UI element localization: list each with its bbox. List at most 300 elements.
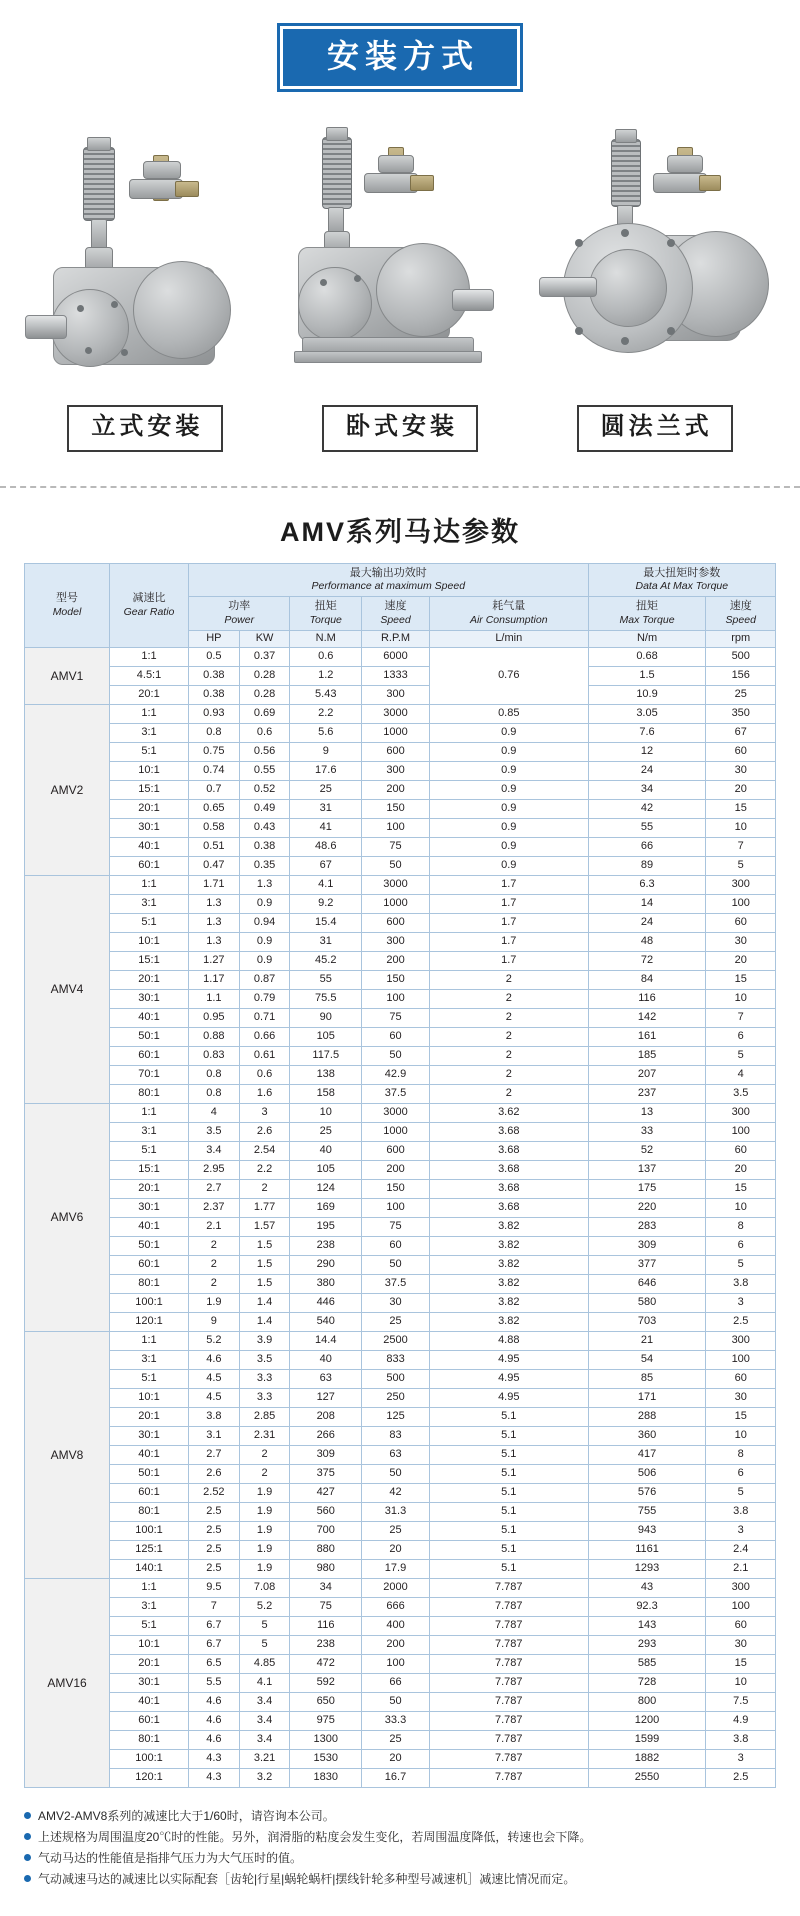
cell-air-consumption: 5.1 — [429, 1465, 588, 1484]
cell-hp: 3.5 — [189, 1123, 240, 1142]
cell-max-torque: 1200 — [588, 1712, 706, 1731]
cell-air-consumption: 0.9 — [429, 724, 588, 743]
cell-speed: 66 — [362, 1674, 430, 1693]
cell-hp: 0.8 — [189, 1066, 240, 1085]
cell-speed: 2500 — [362, 1332, 430, 1351]
cell-air-consumption: 7.787 — [429, 1598, 588, 1617]
cell-torque: 980 — [290, 1560, 362, 1579]
cell-gear-ratio: 50:1 — [110, 1028, 189, 1047]
cell-speed: 500 — [362, 1370, 430, 1389]
cell-max-torque: 14 — [588, 895, 706, 914]
cell-torque: 560 — [290, 1503, 362, 1522]
cell-speed: 1000 — [362, 1123, 430, 1142]
cell-max-torque-speed: 100 — [706, 1351, 776, 1370]
cell-gear-ratio: 1:1 — [110, 1579, 189, 1598]
cell-max-torque: 43 — [588, 1579, 706, 1598]
cell-speed: 3000 — [362, 1104, 430, 1123]
cell-air-consumption: 0.9 — [429, 819, 588, 838]
cell-air-consumption: 3.68 — [429, 1199, 588, 1218]
cell-hp: 0.51 — [189, 838, 240, 857]
table-row — [25, 648, 776, 667]
cell-gear-ratio: 10:1 — [110, 762, 189, 781]
cell-gear-ratio: 50:1 — [110, 1465, 189, 1484]
unit-hp: HP — [189, 631, 240, 648]
header-max-torque: 扭矩 Max Torque — [588, 597, 706, 631]
cell-kw: 0.94 — [239, 914, 290, 933]
cell-speed: 600 — [362, 1142, 430, 1161]
cell-max-torque-speed: 5 — [706, 1256, 776, 1275]
cell-torque: 127 — [290, 1389, 362, 1408]
cell-max-torque-speed: 6 — [706, 1028, 776, 1047]
cell-max-torque-speed: 3.8 — [706, 1503, 776, 1522]
table-row — [25, 667, 776, 686]
cell-air-consumption: 5.1 — [429, 1541, 588, 1560]
cell-model: AMV16 — [25, 1579, 110, 1788]
cell-max-torque-speed: 67 — [706, 724, 776, 743]
cell-speed: 6000 — [362, 648, 430, 667]
cell-torque: 266 — [290, 1427, 362, 1446]
cell-kw: 2.85 — [239, 1408, 290, 1427]
cell-speed: 63 — [362, 1446, 430, 1465]
table-row — [25, 895, 776, 914]
cell-max-torque: 7.6 — [588, 724, 706, 743]
cell-max-torque-speed: 10 — [706, 1674, 776, 1693]
table-row — [25, 838, 776, 857]
cell-max-torque-speed: 30 — [706, 933, 776, 952]
cell-hp: 0.95 — [189, 1009, 240, 1028]
cell-max-torque-speed: 10 — [706, 819, 776, 838]
cell-gear-ratio: 60:1 — [110, 1484, 189, 1503]
cell-gear-ratio: 3:1 — [110, 895, 189, 914]
unit-nm: N.M — [290, 631, 362, 648]
horizontal-mount-pump-icon — [280, 119, 520, 389]
cell-max-torque: 52 — [588, 1142, 706, 1161]
cell-gear-ratio: 15:1 — [110, 952, 189, 971]
unit-n-m: N/m — [588, 631, 706, 648]
cell-max-torque-speed: 30 — [706, 762, 776, 781]
cell-gear-ratio: 100:1 — [110, 1294, 189, 1313]
cell-max-torque: 943 — [588, 1522, 706, 1541]
table-row — [25, 933, 776, 952]
cell-speed: 200 — [362, 952, 430, 971]
cell-hp: 0.83 — [189, 1047, 240, 1066]
cell-max-torque: 92.3 — [588, 1598, 706, 1617]
cell-torque: 41 — [290, 819, 362, 838]
cell-speed: 200 — [362, 1636, 430, 1655]
cell-hp: 0.38 — [189, 686, 240, 705]
table-row — [25, 1085, 776, 1104]
table-row — [25, 1104, 776, 1123]
banner-section — [0, 0, 800, 89]
cell-speed: 50 — [362, 857, 430, 876]
cell-gear-ratio: 60:1 — [110, 1712, 189, 1731]
cell-torque: 17.6 — [290, 762, 362, 781]
cell-hp: 0.75 — [189, 743, 240, 762]
header-torque: 扭矩 Torque — [290, 597, 362, 631]
cell-air-consumption: 4.95 — [429, 1389, 588, 1408]
table-row — [25, 971, 776, 990]
note-item — [24, 1869, 776, 1890]
cell-kw: 0.55 — [239, 762, 290, 781]
cell-torque: 375 — [290, 1465, 362, 1484]
cell-max-torque-speed: 3 — [706, 1750, 776, 1769]
cell-max-torque: 13 — [588, 1104, 706, 1123]
cell-gear-ratio: 60:1 — [110, 1047, 189, 1066]
cell-speed: 150 — [362, 800, 430, 819]
table-row — [25, 1066, 776, 1085]
cell-max-torque: 24 — [588, 762, 706, 781]
cell-gear-ratio: 70:1 — [110, 1066, 189, 1085]
cell-speed: 300 — [362, 762, 430, 781]
cell-max-torque-speed: 15 — [706, 1655, 776, 1674]
cell-max-torque-speed: 15 — [706, 1408, 776, 1427]
cell-air-consumption: 0.9 — [429, 743, 588, 762]
cell-kw: 1.4 — [239, 1313, 290, 1332]
cell-kw: 0.43 — [239, 819, 290, 838]
cell-model: AMV6 — [25, 1104, 110, 1332]
cell-hp: 2.5 — [189, 1560, 240, 1579]
cell-air-consumption: 0.9 — [429, 800, 588, 819]
cell-air-consumption: 1.7 — [429, 933, 588, 952]
table-row — [25, 781, 776, 800]
cell-kw: 2.2 — [239, 1161, 290, 1180]
cell-kw: 1.9 — [239, 1484, 290, 1503]
cell-torque: 700 — [290, 1522, 362, 1541]
cell-air-consumption: 7.787 — [429, 1579, 588, 1598]
cell-max-torque: 143 — [588, 1617, 706, 1636]
cell-hp: 3.8 — [189, 1408, 240, 1427]
cell-max-torque: 66 — [588, 838, 706, 857]
cell-gear-ratio: 60:1 — [110, 857, 189, 876]
cell-gear-ratio: 40:1 — [110, 1009, 189, 1028]
cell-air-consumption: 0.85 — [429, 705, 588, 724]
cell-max-torque-speed: 60 — [706, 914, 776, 933]
table-row — [25, 1275, 776, 1294]
cell-max-torque-speed: 3 — [706, 1522, 776, 1541]
bullet-icon — [24, 1833, 31, 1840]
cell-max-torque: 755 — [588, 1503, 706, 1522]
cell-kw: 3.21 — [239, 1750, 290, 1769]
bullet-icon — [24, 1854, 31, 1861]
cell-hp: 4.6 — [189, 1351, 240, 1370]
cell-max-torque: 1161 — [588, 1541, 706, 1560]
cell-max-torque-speed: 100 — [706, 895, 776, 914]
bullet-icon — [24, 1812, 31, 1819]
cell-kw: 0.66 — [239, 1028, 290, 1047]
cell-kw: 0.6 — [239, 1066, 290, 1085]
table-row — [25, 1560, 776, 1579]
cell-kw: 0.87 — [239, 971, 290, 990]
cell-hp: 3.1 — [189, 1427, 240, 1446]
cell-speed: 50 — [362, 1256, 430, 1275]
spec-table — [24, 563, 776, 1789]
cell-max-torque-speed: 3.8 — [706, 1275, 776, 1294]
cell-torque: 0.6 — [290, 648, 362, 667]
mounting-caption: 卧式安装 — [322, 405, 478, 452]
cell-kw: 1.9 — [239, 1560, 290, 1579]
vertical-mount-pump-icon — [25, 119, 265, 389]
cell-kw: 3.3 — [239, 1389, 290, 1408]
cell-max-torque-speed: 7.5 — [706, 1693, 776, 1712]
cell-gear-ratio: 3:1 — [110, 724, 189, 743]
header-air-consumption: 耗气量 Air Consumption — [429, 597, 588, 631]
table-row — [25, 1636, 776, 1655]
cell-max-torque-speed: 10 — [706, 1199, 776, 1218]
cell-air-consumption: 3.68 — [429, 1161, 588, 1180]
cell-gear-ratio: 15:1 — [110, 781, 189, 800]
cell-torque: 309 — [290, 1446, 362, 1465]
cell-hp: 5.5 — [189, 1674, 240, 1693]
table-row — [25, 1389, 776, 1408]
table-row — [25, 800, 776, 819]
table-row — [25, 1769, 776, 1788]
cell-kw: 0.9 — [239, 895, 290, 914]
cell-torque: 238 — [290, 1636, 362, 1655]
cell-gear-ratio: 80:1 — [110, 1503, 189, 1522]
cell-max-torque: 1599 — [588, 1731, 706, 1750]
table-head — [25, 563, 776, 648]
cell-hp: 2 — [189, 1275, 240, 1294]
mounting-option-flange — [535, 119, 775, 452]
cell-torque: 10 — [290, 1104, 362, 1123]
cell-hp: 1.3 — [189, 914, 240, 933]
cell-torque: 9 — [290, 743, 362, 762]
cell-max-torque-speed: 300 — [706, 1332, 776, 1351]
cell-kw: 1.5 — [239, 1237, 290, 1256]
cell-gear-ratio: 5:1 — [110, 1617, 189, 1636]
cell-max-torque: 171 — [588, 1389, 706, 1408]
cell-speed: 75 — [362, 1009, 430, 1028]
table-row — [25, 1598, 776, 1617]
table-row — [25, 1009, 776, 1028]
unit-kw: KW — [239, 631, 290, 648]
cell-speed: 150 — [362, 1180, 430, 1199]
cell-air-consumption: 2 — [429, 990, 588, 1009]
cell-torque: 55 — [290, 971, 362, 990]
cell-air-consumption: 7.787 — [429, 1750, 588, 1769]
mounting-option-vertical — [25, 119, 265, 452]
cell-kw: 0.56 — [239, 743, 290, 762]
cell-torque: 48.6 — [290, 838, 362, 857]
cell-max-torque: 3.05 — [588, 705, 706, 724]
table-row — [25, 876, 776, 895]
cell-model: AMV2 — [25, 705, 110, 876]
cell-kw: 0.52 — [239, 781, 290, 800]
cell-gear-ratio: 10:1 — [110, 1389, 189, 1408]
cell-air-consumption: 7.787 — [429, 1769, 588, 1788]
cell-speed: 600 — [362, 914, 430, 933]
cell-air-consumption: 5.1 — [429, 1503, 588, 1522]
cell-speed: 1000 — [362, 895, 430, 914]
cell-max-torque: 646 — [588, 1275, 706, 1294]
cell-speed: 50 — [362, 1693, 430, 1712]
cell-gear-ratio: 5:1 — [110, 1370, 189, 1389]
cell-max-torque: 293 — [588, 1636, 706, 1655]
cell-max-torque-speed: 2.5 — [706, 1769, 776, 1788]
cell-max-torque-speed: 15 — [706, 971, 776, 990]
cell-hp: 0.5 — [189, 648, 240, 667]
table-row — [25, 1693, 776, 1712]
cell-max-torque: 185 — [588, 1047, 706, 1066]
cell-hp: 7 — [189, 1598, 240, 1617]
cell-max-torque-speed: 100 — [706, 1123, 776, 1142]
cell-hp: 9 — [189, 1313, 240, 1332]
cell-air-consumption: 3.68 — [429, 1142, 588, 1161]
page-title: 安装方式 — [280, 26, 520, 89]
header-max-torque-speed: 速度 Speed — [706, 597, 776, 631]
cell-max-torque: 417 — [588, 1446, 706, 1465]
cell-hp: 1.71 — [189, 876, 240, 895]
cell-air-consumption: 3.82 — [429, 1237, 588, 1256]
cell-speed: 833 — [362, 1351, 430, 1370]
cell-speed: 3000 — [362, 705, 430, 724]
cell-kw: 1.5 — [239, 1256, 290, 1275]
cell-air-consumption: 5.1 — [429, 1484, 588, 1503]
cell-air-consumption: 2 — [429, 1085, 588, 1104]
cell-gear-ratio: 100:1 — [110, 1522, 189, 1541]
cell-max-torque: 84 — [588, 971, 706, 990]
table-row — [25, 724, 776, 743]
cell-max-torque-speed: 6 — [706, 1465, 776, 1484]
cell-max-torque: 116 — [588, 990, 706, 1009]
cell-torque: 25 — [290, 1123, 362, 1142]
cell-gear-ratio: 5:1 — [110, 914, 189, 933]
cell-air-consumption: 5.1 — [429, 1560, 588, 1579]
cell-gear-ratio: 10:1 — [110, 1636, 189, 1655]
table-row — [25, 1522, 776, 1541]
cell-hp: 1.3 — [189, 895, 240, 914]
table-row — [25, 1123, 776, 1142]
cell-gear-ratio: 40:1 — [110, 1218, 189, 1237]
header-model: 型号 Model — [25, 563, 110, 648]
cell-gear-ratio: 20:1 — [110, 1180, 189, 1199]
cell-gear-ratio: 10:1 — [110, 933, 189, 952]
cell-air-consumption: 3.82 — [429, 1313, 588, 1332]
cell-max-torque: 12 — [588, 743, 706, 762]
cell-speed: 60 — [362, 1237, 430, 1256]
cell-torque: 124 — [290, 1180, 362, 1199]
cell-model: AMV1 — [25, 648, 110, 705]
table-row — [25, 914, 776, 933]
table-row — [25, 705, 776, 724]
cell-max-torque: 377 — [588, 1256, 706, 1275]
cell-speed: 125 — [362, 1408, 430, 1427]
cell-speed: 600 — [362, 743, 430, 762]
cell-hp: 4.3 — [189, 1750, 240, 1769]
cell-gear-ratio: 1:1 — [110, 705, 189, 724]
unit-lmin: L/min — [429, 631, 588, 648]
cell-torque: 1300 — [290, 1731, 362, 1750]
table-row — [25, 952, 776, 971]
cell-speed: 50 — [362, 1047, 430, 1066]
cell-max-torque: 1293 — [588, 1560, 706, 1579]
cell-max-torque: 800 — [588, 1693, 706, 1712]
table-row — [25, 1351, 776, 1370]
cell-kw: 1.5 — [239, 1275, 290, 1294]
cell-max-torque-speed: 300 — [706, 1579, 776, 1598]
cell-torque: 116 — [290, 1617, 362, 1636]
cell-gear-ratio: 80:1 — [110, 1085, 189, 1104]
table-row — [25, 1731, 776, 1750]
cell-torque: 880 — [290, 1541, 362, 1560]
cell-torque: 472 — [290, 1655, 362, 1674]
cell-hp: 0.8 — [189, 1085, 240, 1104]
cell-air-consumption: 7.787 — [429, 1712, 588, 1731]
cell-air-consumption: 1.7 — [429, 876, 588, 895]
header-speed: 速度 Speed — [362, 597, 430, 631]
cell-max-torque-speed: 30 — [706, 1636, 776, 1655]
table-row — [25, 1256, 776, 1275]
cell-max-torque-speed: 300 — [706, 1104, 776, 1123]
cell-gear-ratio: 15:1 — [110, 1161, 189, 1180]
cell-torque: 1530 — [290, 1750, 362, 1769]
cell-max-torque-speed: 5 — [706, 857, 776, 876]
cell-gear-ratio: 50:1 — [110, 1237, 189, 1256]
cell-speed: 25 — [362, 1731, 430, 1750]
cell-hp: 4.3 — [189, 1769, 240, 1788]
cell-air-consumption: 4.88 — [429, 1332, 588, 1351]
cell-torque: 380 — [290, 1275, 362, 1294]
cell-torque: 158 — [290, 1085, 362, 1104]
cell-max-torque: 207 — [588, 1066, 706, 1085]
cell-hp: 2.5 — [189, 1503, 240, 1522]
cell-kw: 3.3 — [239, 1370, 290, 1389]
cell-max-torque: 703 — [588, 1313, 706, 1332]
cell-gear-ratio: 5:1 — [110, 743, 189, 762]
cell-air-consumption: 0.9 — [429, 762, 588, 781]
cell-max-torque: 506 — [588, 1465, 706, 1484]
cell-torque: 117.5 — [290, 1047, 362, 1066]
cell-torque: 14.4 — [290, 1332, 362, 1351]
cell-kw: 1.77 — [239, 1199, 290, 1218]
cell-gear-ratio: 125:1 — [110, 1541, 189, 1560]
cell-speed: 666 — [362, 1598, 430, 1617]
cell-gear-ratio: 40:1 — [110, 838, 189, 857]
unit-rpm: R.P.M — [362, 631, 430, 648]
cell-hp: 6.7 — [189, 1617, 240, 1636]
cell-hp: 1.17 — [189, 971, 240, 990]
cell-air-consumption: 7.787 — [429, 1617, 588, 1636]
cell-air-consumption: 3.82 — [429, 1275, 588, 1294]
cell-speed: 37.5 — [362, 1275, 430, 1294]
cell-air-consumption: 2 — [429, 1028, 588, 1047]
cell-max-torque-speed: 4.9 — [706, 1712, 776, 1731]
cell-air-consumption: 7.787 — [429, 1693, 588, 1712]
cell-gear-ratio: 80:1 — [110, 1731, 189, 1750]
note-item — [24, 1827, 776, 1848]
cell-kw: 4.1 — [239, 1674, 290, 1693]
cell-gear-ratio: 30:1 — [110, 1199, 189, 1218]
cell-max-torque: 21 — [588, 1332, 706, 1351]
cell-max-torque: 580 — [588, 1294, 706, 1313]
table-row — [25, 686, 776, 705]
cell-air-consumption: 2 — [429, 1009, 588, 1028]
table-row — [25, 1674, 776, 1693]
note-text: 气动减速马达的减速比以实际配套［齿轮|行星|蜗轮蜗杆|摆线针轮多种型号减速机］减速比情况而定。 — [38, 1872, 576, 1887]
cell-gear-ratio: 140:1 — [110, 1560, 189, 1579]
cell-gear-ratio: 1:1 — [110, 1104, 189, 1123]
cell-torque: 650 — [290, 1693, 362, 1712]
cell-max-torque: 220 — [588, 1199, 706, 1218]
cell-speed: 60 — [362, 1028, 430, 1047]
cell-air-consumption: 1.7 — [429, 914, 588, 933]
cell-gear-ratio: 40:1 — [110, 1446, 189, 1465]
cell-kw: 5 — [239, 1617, 290, 1636]
cell-hp: 0.93 — [189, 705, 240, 724]
cell-torque: 446 — [290, 1294, 362, 1313]
cell-air-consumption: 7.787 — [429, 1674, 588, 1693]
cell-hp: 6.7 — [189, 1636, 240, 1655]
